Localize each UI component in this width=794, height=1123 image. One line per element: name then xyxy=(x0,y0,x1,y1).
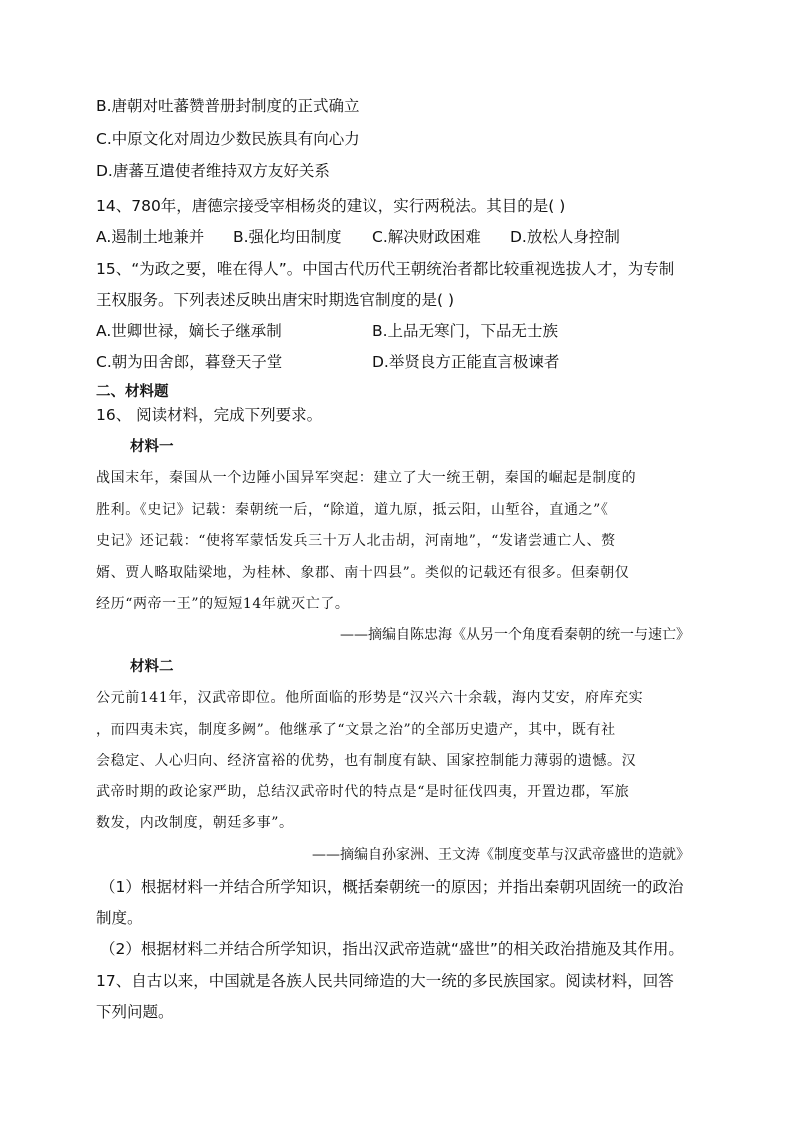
sub-question-1-line2: 制度。 xyxy=(96,909,143,927)
material-2-line: 公元前141年，汉武帝即位。他所面临的形势是“汉兴六十余载，海内艾安，府库充实 xyxy=(96,690,644,706)
sub-question-2: （2）根据材料二并结合所学知识，指出汉武帝造就“盛世”的相关政治措施及其作用。 xyxy=(100,940,684,958)
question-16: 16、 阅读材料，完成下列要求。 xyxy=(96,406,323,424)
option-b-line: B.唐朝对吐蕃赞普册封制度的正式确立 xyxy=(96,97,360,115)
q14-option-a: A.遏制土地兼并 xyxy=(96,228,205,246)
material-2-line: 武帝时期的政论家严助，总结汉武帝时代的特点是“是时征伐四夷，开置边郡，军旅 xyxy=(96,784,630,800)
material-2-line: ，而四夷未宾，制度多阙”。他继承了“文景之治”的全部历史遗产，其中，既有社 xyxy=(96,722,616,738)
question-17-line2: 下列问题。 xyxy=(96,1003,174,1021)
q15-option-d: D.举贤良方正能直言极谏者 xyxy=(372,353,560,371)
material-1-line: 婿、贾人略取陆梁地，为桂林、象郡、南十四县”。类似的记载还有很多。但秦朝仅 xyxy=(96,565,630,581)
question-15-line2: 王权服务。下列表述反映出唐宋时期选官制度的是( ) xyxy=(96,291,455,309)
sub-question-1-line1: （1）根据材料一并结合所学知识，概括秦朝统一的原因；并指出秦朝巩固统一的政治 xyxy=(100,878,684,896)
material-1-line: 战国末年，秦国从一个边陲小国异军突起：建立了大一统王朝，秦国的崛起是制度的 xyxy=(96,470,637,486)
section-heading: 二、材料题 xyxy=(96,384,169,400)
q14-option-c: C.解决财政困难 xyxy=(372,228,481,246)
material-1-line: 经历“两帝一王”的短短14年就灭亡了。 xyxy=(96,596,350,612)
question-15-line1: 15、“为政之要，唯在得人”。中国古代历代王朝统治者都比较重视选拔人才，为专制 xyxy=(96,260,675,278)
q14-option-b: B.强化均田制度 xyxy=(233,228,342,246)
material-2-line: 数发，内改制度，朝廷多事”。 xyxy=(96,815,294,831)
material-1-source: ——摘编自陈忠海《从另一个角度看秦朝的统一与速亡》 xyxy=(340,627,690,643)
material-1-line: 史记》还记载：“使将军蒙恬发兵三十万人北击胡，河南地”，“发诸尝逋亡人、赘 xyxy=(96,533,616,549)
material-2-line: 会稳定、人心归向、经济富裕的优势，也有制度有缺、国家控制能力薄弱的遗憾。汉 xyxy=(96,753,637,769)
option-c-line: C.中原文化对周边少数民族具有向心力 xyxy=(96,130,360,148)
material-1-line: 胜利。《史记》记载：秦朝统一后，“除道，道九原，抵云阳，山堑谷，直通之”《 xyxy=(96,502,609,518)
material-2-source: ——摘编自孙家洲、王文涛《制度变革与汉武帝盛世的造就》 xyxy=(312,847,690,863)
q15-option-c: C.朝为田舍郎，暮登天子堂 xyxy=(96,353,283,371)
option-d-line: D.唐蕃互遣使者维持双方友好关系 xyxy=(96,162,330,180)
q15-option-b: B.上品无寒门，下品无士族 xyxy=(372,322,559,340)
q14-option-d: D.放松人身控制 xyxy=(510,228,620,246)
question-14: 14、780年，唐德宗接受宰相杨炎的建议，实行两税法。其目的是( ) xyxy=(96,197,566,215)
question-17-line1: 17、自古以来，中国就是各族人民共同缔造的大一统的多民族国家。阅读材料，回答 xyxy=(96,972,674,990)
material-1-title: 材料一 xyxy=(130,439,174,455)
material-2-title: 材料二 xyxy=(130,659,174,675)
q15-option-a: A.世卿世禄，嫡长子继承制 xyxy=(96,322,282,340)
